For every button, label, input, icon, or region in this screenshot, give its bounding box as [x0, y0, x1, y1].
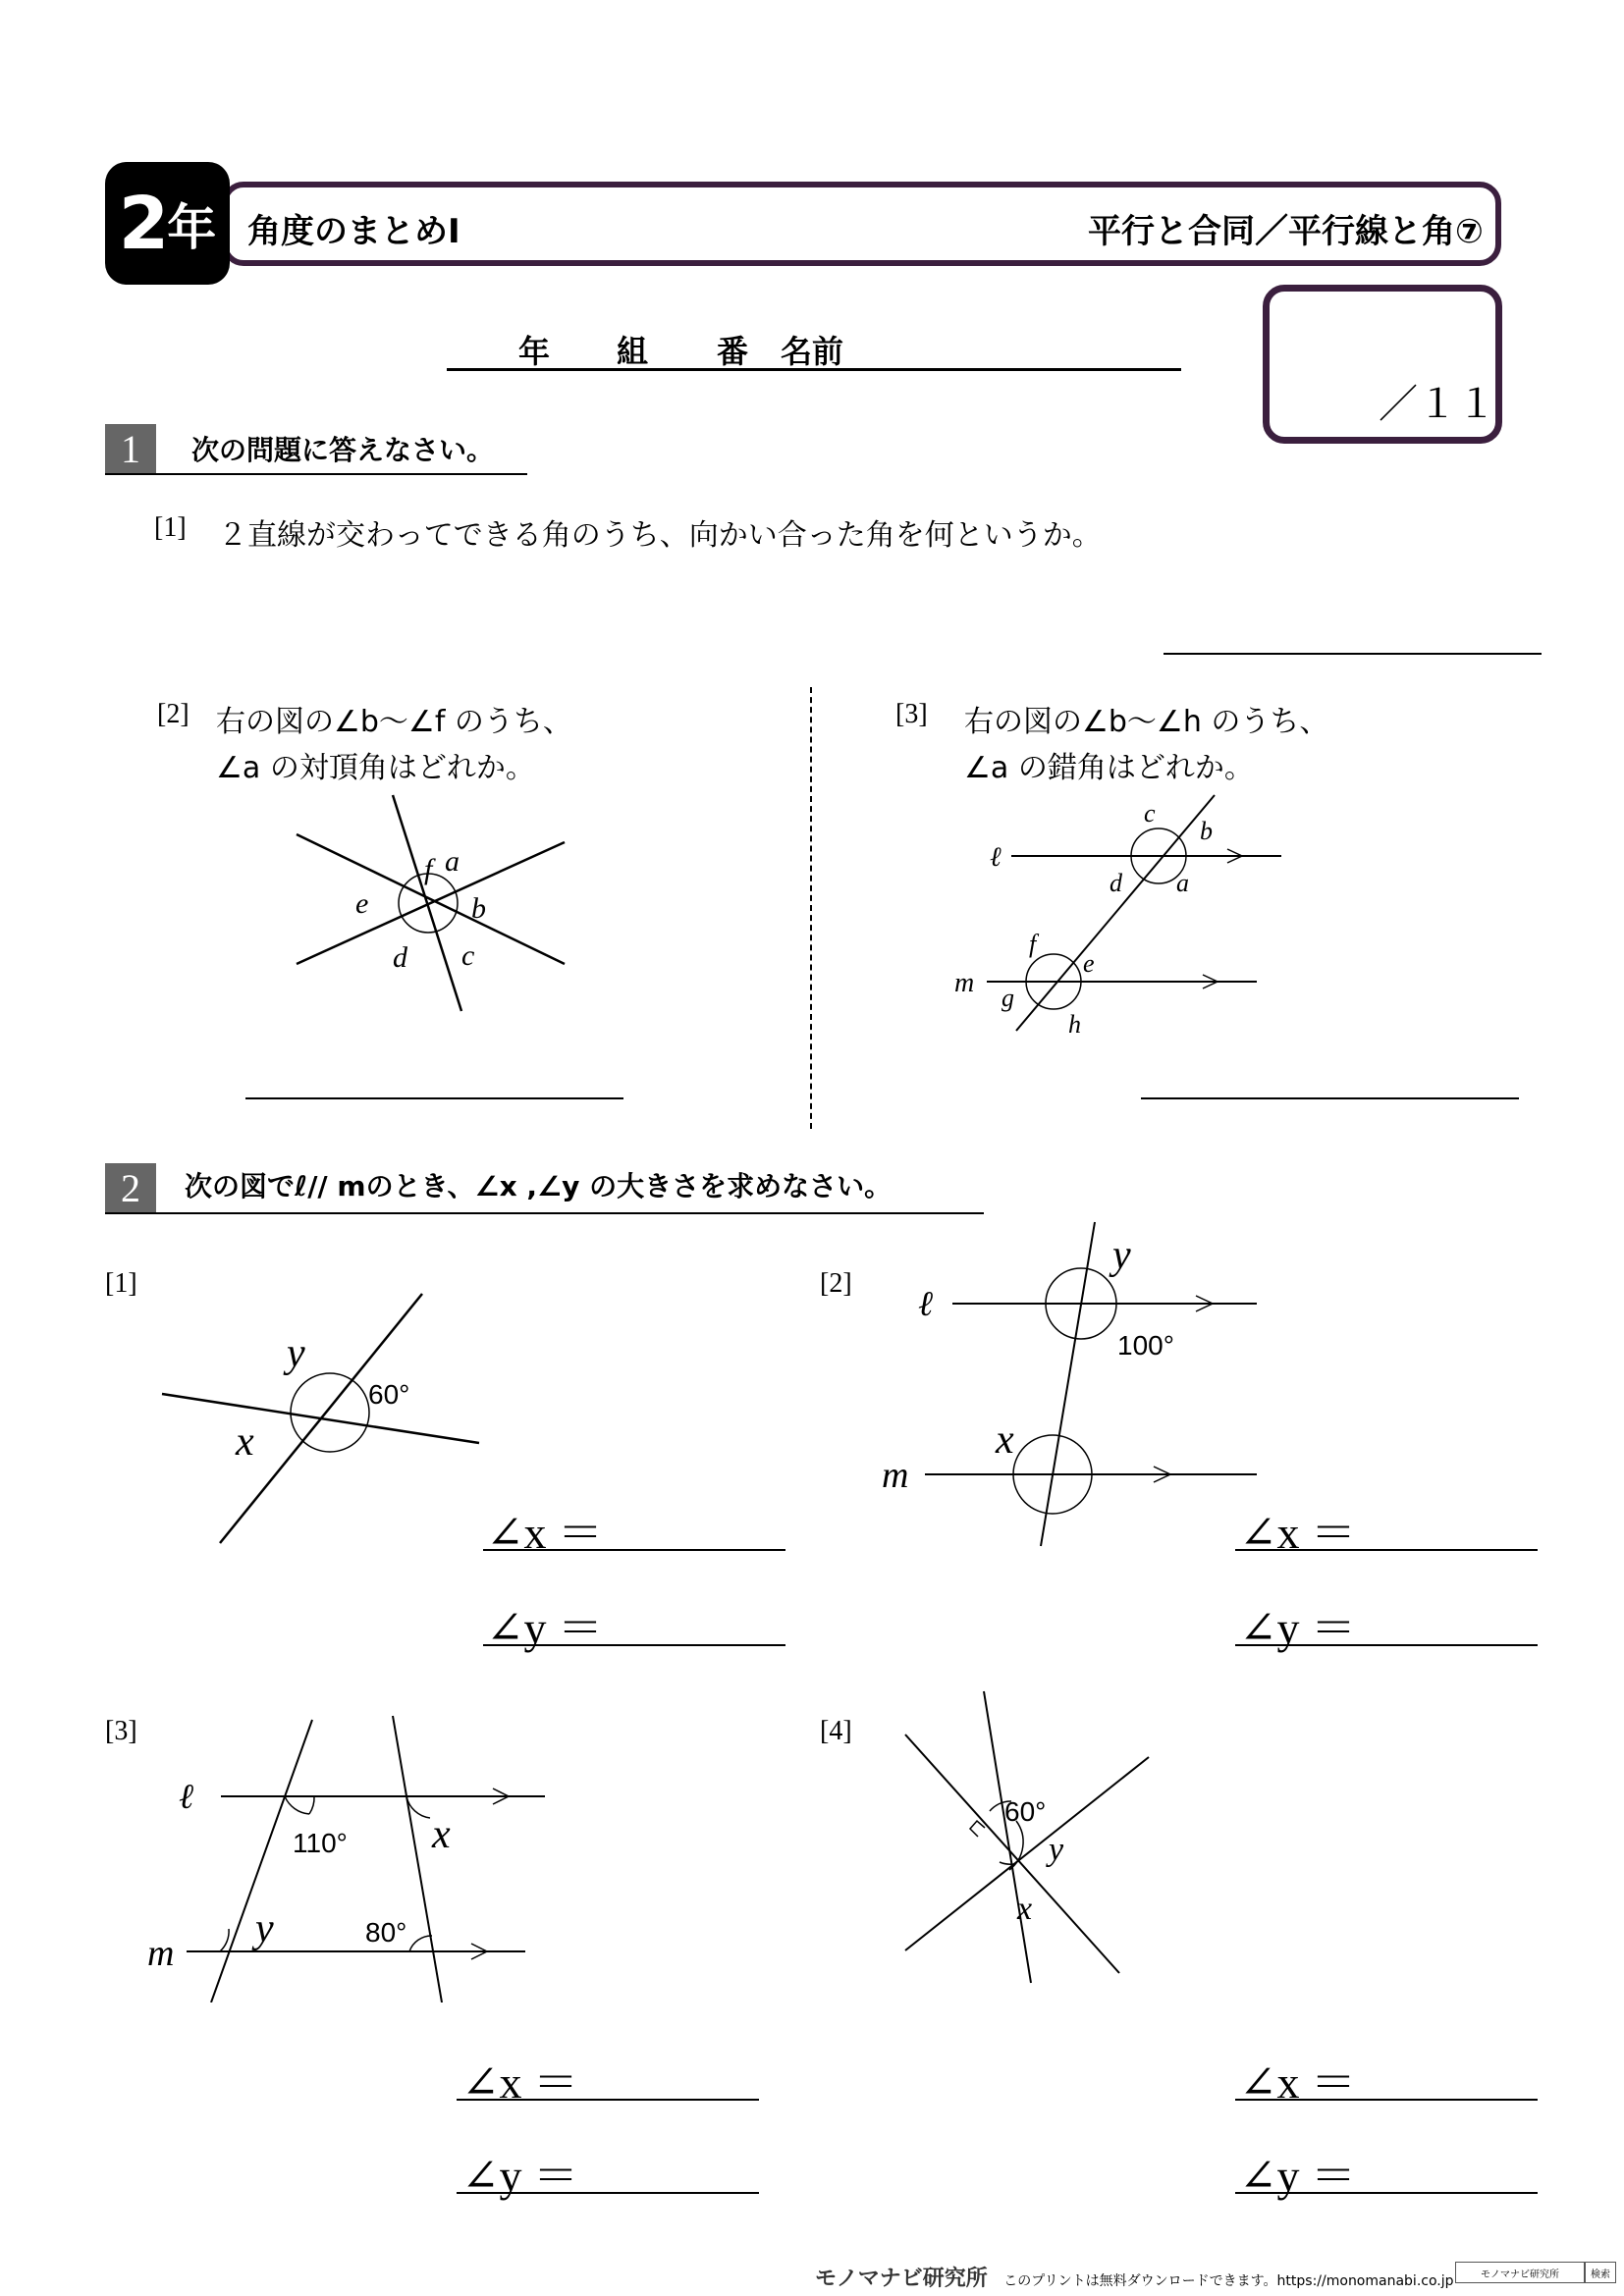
fig3-label-e: e: [1083, 949, 1095, 978]
s2-p2-answer-x-line[interactable]: [1235, 1549, 1538, 1551]
p4-angle-60: 60°: [1004, 1796, 1047, 1827]
p3-label-m: m: [147, 1933, 175, 1974]
fig3-label-h: h: [1068, 1010, 1081, 1039]
footer-brand: モノマナビ研究所: [815, 2267, 988, 2291]
p1-label-x: x: [236, 1419, 254, 1465]
s2-p1-answer-y-line[interactable]: [483, 1644, 785, 1646]
fig3-label-m: m: [954, 968, 975, 998]
s2-p4-number: [4]: [820, 1716, 852, 1746]
column-divider: [810, 687, 812, 1129]
s1-q3-line2: ∠a の錯角はどれか。: [964, 751, 1254, 785]
section1-underline: [105, 473, 527, 475]
fig2-label-a: a: [445, 845, 460, 878]
footer-search-button[interactable]: 検索: [1585, 2262, 1616, 2283]
s2-p4-answer-y: ∠y ＝: [1239, 2151, 1357, 2201]
s2-p3-answer-y: ∠y ＝: [461, 2151, 579, 2201]
fig2-label-b: b: [471, 892, 486, 925]
name-line[interactable]: [447, 368, 1181, 371]
s2-p1-number: [1]: [105, 1268, 137, 1299]
fig2-label-c: c: [461, 939, 475, 972]
s2-p1-answer-y: ∠y ＝: [486, 1603, 604, 1653]
score-total: ／１１: [1379, 382, 1496, 427]
fig3-label-l: ℓ: [990, 842, 1001, 873]
fig3-label-c: c: [1144, 799, 1156, 828]
p3-angle-110: 110°: [293, 1828, 348, 1858]
s2-p3-figure: [137, 1708, 560, 2002]
s1-q2-line1: 右の図の∠b〜∠f のうち、: [216, 705, 572, 739]
s2-p1-answer-x-line[interactable]: [483, 1549, 785, 1551]
footer-search-box[interactable]: モノマナビ研究所: [1455, 2262, 1585, 2283]
number-label: 番: [717, 333, 749, 370]
s1-q3-number: [3]: [895, 699, 928, 729]
fig3-label-d: d: [1110, 869, 1122, 897]
fig3-label-b: b: [1200, 817, 1213, 845]
p3-label-y: y: [255, 1906, 274, 1951]
p1-angle-60: 60°: [368, 1379, 410, 1410]
s2-p2-answer-y-line[interactable]: [1235, 1644, 1538, 1646]
p1-label-y: y: [287, 1331, 305, 1376]
p3-label-x: x: [432, 1812, 451, 1857]
s2-p2-answer-x: ∠x ＝: [1239, 1508, 1357, 1558]
worksheet-title: 角度のまとめⅠ: [247, 212, 460, 251]
p4-label-x: x: [1017, 1891, 1033, 1927]
s1-q1-number: [1]: [154, 512, 187, 543]
p2-label-y: y: [1112, 1233, 1131, 1278]
footer: [815, 2262, 1454, 2292]
grade-number: 2: [118, 181, 168, 266]
grade-suffix: 年: [167, 198, 217, 256]
fig3-label-g: g: [1001, 984, 1014, 1012]
s1-q2-line2: ∠a の対頂角はどれか。: [216, 751, 535, 785]
s1-q1-answer-line[interactable]: [1164, 653, 1542, 655]
s2-p2-figure: [874, 1217, 1267, 1551]
vertical-angles-figure: [285, 785, 579, 1021]
p4-label-y: y: [1049, 1832, 1064, 1868]
s2-p4-answer-x: ∠x ＝: [1239, 2057, 1357, 2108]
s2-p3-number: [3]: [105, 1716, 137, 1746]
p2-angle-100: 100°: [1117, 1330, 1174, 1361]
s2-p4-figure: [884, 1683, 1178, 1988]
s1-q1-text: ２直線が交わってできる角のうち、向かい合った角を何というか。: [218, 518, 1102, 553]
s2-p3-answer-x-line[interactable]: [457, 2099, 759, 2101]
s1-q2-answer-line[interactable]: [245, 1097, 623, 1099]
p3-label-l: ℓ: [179, 1777, 193, 1816]
footer-text: このプリントは無料ダウンロードできます。https://monomanabi.co.jp: [1003, 2273, 1454, 2289]
s2-p3-answer-y-line[interactable]: [457, 2192, 759, 2194]
fig2-label-e: e: [355, 887, 369, 920]
p3-angle-80: 80°: [365, 1917, 407, 1948]
section1-title: 次の問題に答えなさい。: [191, 434, 495, 466]
p2-label-m: m: [882, 1455, 909, 1496]
unit-title: 平行と合同／平行線と角⑦: [1088, 212, 1484, 251]
class-label: 組: [617, 333, 649, 370]
fig2-label-f: f: [424, 853, 433, 885]
section1-number: 1: [105, 424, 156, 473]
s2-p1-answer-x: ∠x ＝: [486, 1508, 604, 1558]
s2-p3-answer-x: ∠x ＝: [461, 2057, 579, 2108]
section2-title: 次の図でℓ// mのとき、∠x ,∠y の大きさを求めなさい。: [185, 1170, 893, 1202]
fig3-label-f: f: [1029, 930, 1037, 958]
section2-number: 2: [105, 1163, 156, 1212]
alternate-angles-figure: [943, 785, 1296, 1041]
s2-p1-figure: [147, 1286, 501, 1551]
section2-underline: [105, 1212, 984, 1214]
s2-p2-answer-y: ∠y ＝: [1239, 1603, 1357, 1653]
p2-label-x: x: [996, 1417, 1014, 1463]
s1-q3-answer-line[interactable]: [1141, 1097, 1519, 1099]
s2-p2-number: [2]: [820, 1268, 852, 1299]
s2-p4-answer-y-line[interactable]: [1235, 2192, 1538, 2194]
grade-badge: [105, 162, 230, 285]
fig2-label-d: d: [393, 941, 407, 974]
s1-q3-line1: 右の図の∠b〜∠h のうち、: [964, 705, 1329, 739]
year-label: 年: [518, 333, 551, 370]
p2-label-l: ℓ: [918, 1284, 933, 1323]
name-label: 名前: [781, 333, 844, 370]
fig3-label-a: a: [1176, 869, 1189, 897]
s1-q2-number: [2]: [157, 699, 189, 729]
s2-p4-answer-x-line[interactable]: [1235, 2099, 1538, 2101]
